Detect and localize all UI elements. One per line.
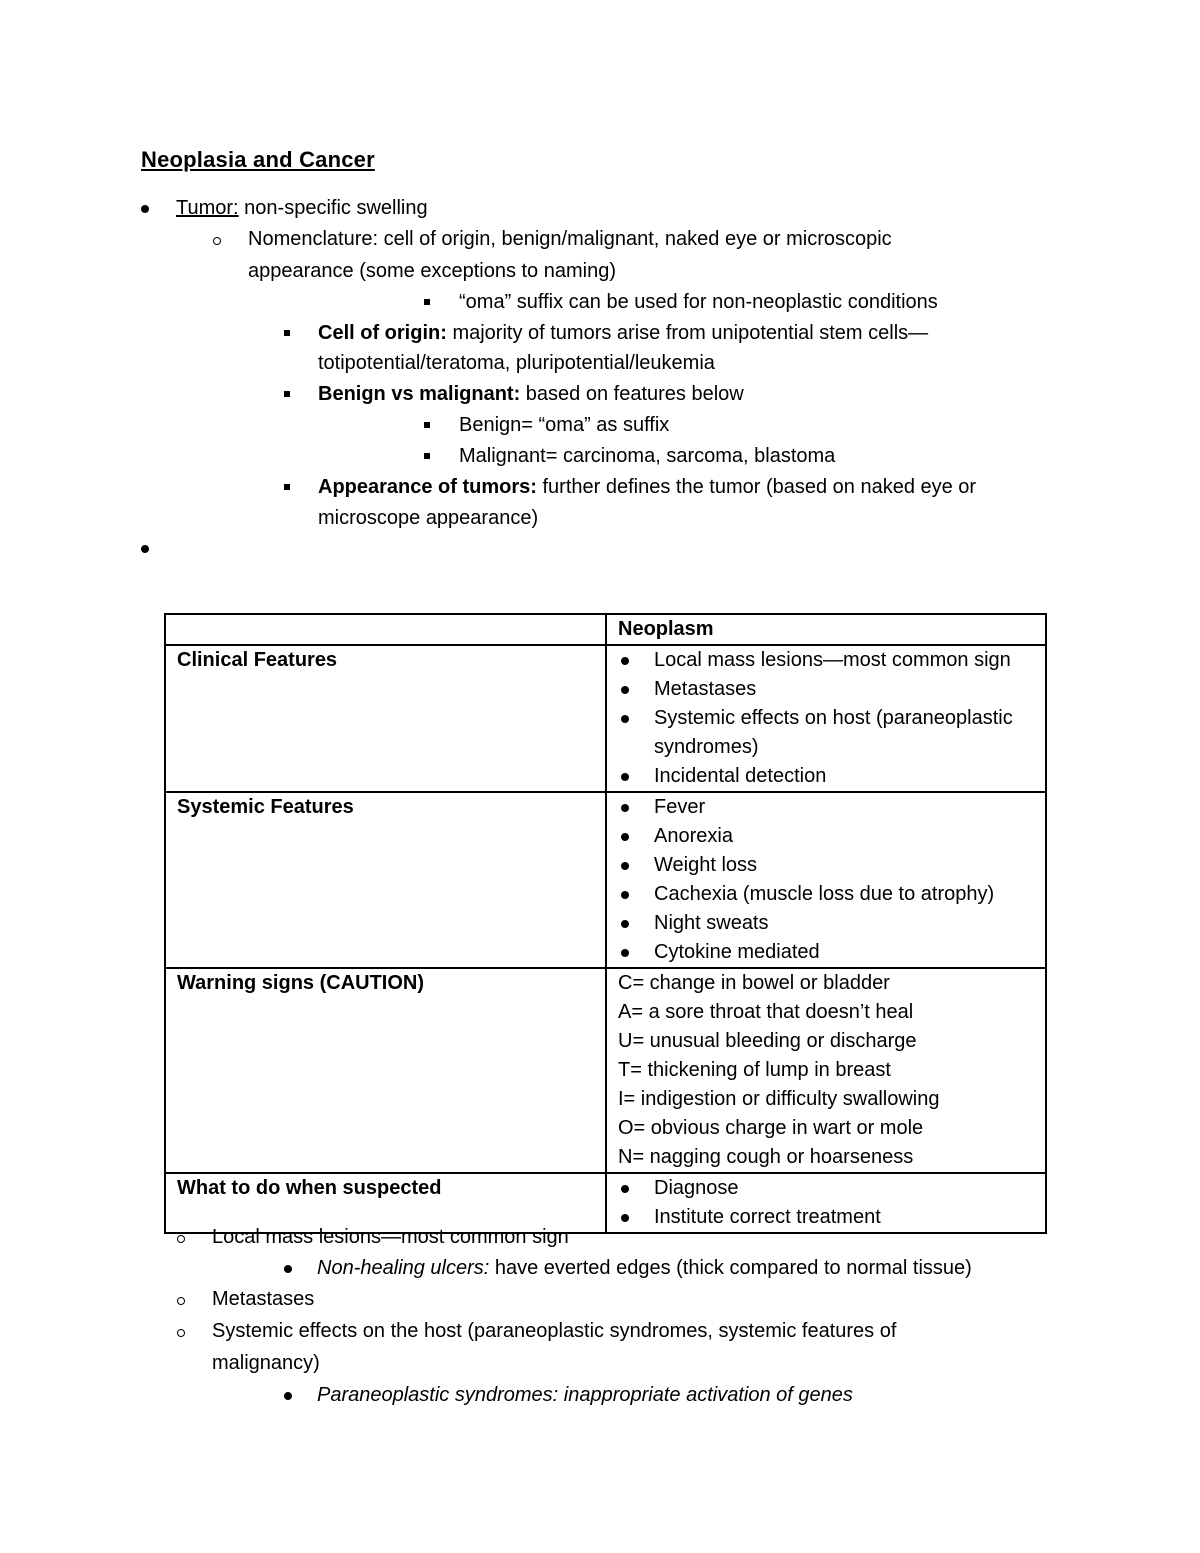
caution-line: O= obvious charge in wart or mole	[618, 1117, 924, 1139]
nomenclature-line2: appearance (some exceptions to naming)	[248, 260, 616, 282]
bullet-icon	[284, 1392, 292, 1400]
list-item: Systemic effects on host (paraneoplastic syndromes)	[618, 704, 1035, 762]
list-item: Institute correct treatment	[618, 1203, 1035, 1232]
table-row	[165, 792, 1046, 968]
ulcers-def: have everted edges (thick compared to normal tissue)	[489, 1257, 972, 1279]
row-label: Warning signs (CAUTION)	[165, 968, 606, 1173]
list-item: Weight loss	[618, 851, 1035, 880]
benign-malignant-term: Benign vs malignant:	[318, 383, 521, 405]
square-bullet-icon	[424, 453, 430, 459]
page-title: Neoplasia and Cancer	[141, 147, 375, 172]
row-content	[606, 645, 1046, 792]
cell-origin-line1	[318, 318, 928, 349]
appearance-line1	[318, 472, 976, 503]
nomenclature-line1: Nomenclature: cell of origin, benign/malignant, naked eye or microscopic	[248, 228, 892, 250]
list-item: Anorexia	[618, 822, 1035, 851]
caution-line: C= change in bowel or bladder	[618, 972, 890, 994]
ulcers-term: Non-healing ulcers:	[317, 1257, 490, 1279]
benign-malignant-def: based on features below	[520, 383, 744, 405]
feature-list	[618, 793, 1035, 967]
hollow-bullet-icon	[177, 1297, 185, 1305]
list-item: Night sweats	[618, 909, 1035, 938]
list-item: Cytokine mediated	[618, 938, 1035, 967]
list-item: Incidental detection	[618, 762, 1035, 791]
systemic-line1: Systemic effects on the host (paraneoplastic syndromes, systemic features of	[212, 1320, 897, 1342]
row-label: Clinical Features	[165, 645, 606, 792]
malignant-line: Malignant= carcinoma, sarcoma, blastoma	[459, 445, 836, 467]
cell-origin-def: majority of tumors arise from unipotential stem cells—	[446, 322, 929, 344]
table-header-row	[165, 614, 1046, 645]
caution-line: I= indigestion or difficulty swallowing	[618, 1088, 940, 1110]
hollow-bullet-icon	[177, 1235, 185, 1243]
benign-line: Benign= “oma” as suffix	[459, 414, 670, 436]
metastases-line: Metastases	[212, 1288, 315, 1310]
neoplasm-table	[164, 613, 1047, 1234]
row-content	[606, 1173, 1046, 1233]
square-bullet-icon	[284, 391, 290, 397]
table-header-empty	[165, 614, 606, 645]
caution-line: N= nagging cough or hoarseness	[618, 1146, 914, 1168]
row-label: What to do when suspected	[165, 1173, 606, 1233]
feature-list	[618, 646, 1035, 791]
appearance-term: Appearance of tumors:	[318, 476, 537, 498]
list-item: Metastases	[618, 675, 1035, 704]
cell-origin-term: Cell of origin:	[318, 322, 447, 344]
row-content	[606, 792, 1046, 968]
hollow-bullet-icon	[177, 1329, 185, 1337]
feature-list	[618, 1174, 1035, 1232]
tumor-def: non-specific swelling	[238, 197, 428, 219]
appearance-def: further defines the tumor (based on naked eye or	[536, 476, 977, 498]
table-row	[165, 968, 1046, 1173]
hollow-bullet-icon	[213, 237, 221, 245]
square-bullet-icon	[284, 330, 290, 336]
square-bullet-icon	[284, 484, 290, 490]
ulcers-line	[317, 1253, 972, 1284]
table-row	[165, 645, 1046, 792]
row-content	[606, 968, 1046, 1173]
caution-line: U= unusual bleeding or discharge	[618, 1030, 917, 1052]
caution-line: T= thickening of lump in breast	[618, 1059, 891, 1081]
list-item: Cachexia (muscle loss due to atrophy)	[618, 880, 1035, 909]
square-bullet-icon	[424, 299, 430, 305]
caution-line: A= a sore throat that doesn’t heal	[618, 1001, 914, 1023]
tumor-definition	[176, 193, 428, 224]
tumor-term: Tumor:	[176, 197, 239, 219]
paraneoplastic-line: Paraneoplastic syndromes: inappropriate activation of genes	[317, 1384, 853, 1406]
benign-malignant-line	[318, 379, 744, 410]
list-item: Local mass lesions—most common sign	[618, 646, 1035, 675]
systemic-line2: malignancy)	[212, 1352, 320, 1374]
list-item: Fever	[618, 793, 1035, 822]
row-label: Systemic Features	[165, 792, 606, 968]
appearance-line2: microscope appearance)	[318, 507, 539, 529]
list-item: Diagnose	[618, 1174, 1035, 1203]
cell-origin-line2: totipotential/teratoma, pluripotential/leukemia	[318, 352, 715, 374]
bullet-icon	[284, 1265, 292, 1273]
bullet-icon	[141, 205, 149, 213]
oma-note: “oma” suffix can be used for non-neoplastic conditions	[459, 291, 938, 313]
square-bullet-icon	[424, 422, 430, 428]
bullet-icon	[141, 545, 149, 553]
table-header-neoplasm: Neoplasm	[606, 614, 1046, 645]
local-mass-line: Local mass lesions—most common sign	[212, 1226, 569, 1248]
